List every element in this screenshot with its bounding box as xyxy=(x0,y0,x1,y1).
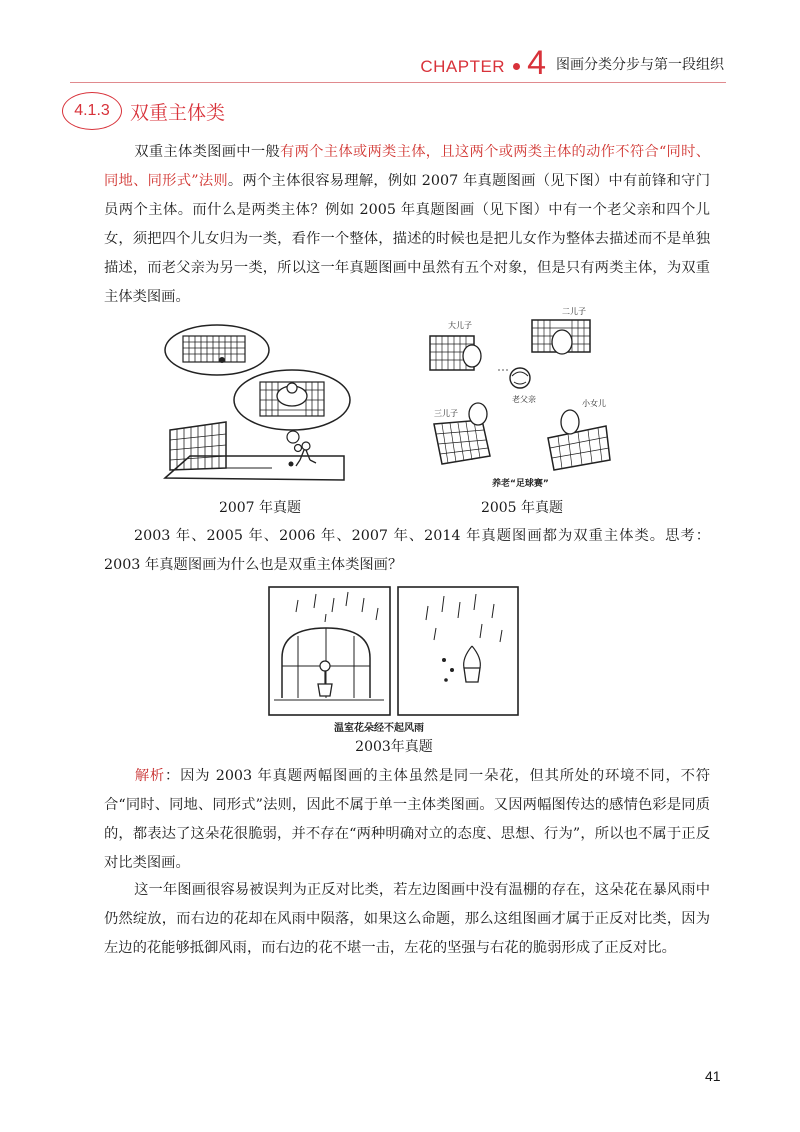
examples-paragraph xyxy=(104,522,710,580)
label-father: 老父亲 xyxy=(512,395,536,404)
figure-2003-caption: 2003年真题 xyxy=(355,739,433,755)
header-divider xyxy=(70,82,726,83)
label-daughter: 小女儿 xyxy=(582,399,606,408)
intro-paragraph xyxy=(104,138,710,312)
intro-highlight: 有两个主体或两类主体，且这两个或两类主体的动作不符合“同时、同地、同形式”法则 xyxy=(104,144,711,189)
chapter-header xyxy=(420,46,724,80)
examples-text: 2003 年、2005 年、2006 年、2007 年、2014 年真题图画都为双重主体类。思考：2003 年真题图画为什么也是双重主体类图画？ xyxy=(104,528,710,573)
chapter-number: 4 xyxy=(527,44,546,82)
figure-2003-drawing xyxy=(268,586,520,738)
figure-2005-caption: 2005 年真题 xyxy=(480,500,564,516)
figure-2007 xyxy=(160,320,360,490)
section-number: 4.1.3 xyxy=(74,102,110,119)
conclusion-paragraph xyxy=(104,876,710,963)
chapter-word: CHAPTER xyxy=(420,57,506,76)
conclusion-text: 这一年图画很容易被误判为正反对比类，若左边图画中没有温棚的存在，这朵花在暴风雨中仍然绽放，而右边的花却在风雨中陨落，如果这么命题，那么这组图画才属于正反对比类，因为左边的花能够抵御风雨，而右边的花不堪一击，左花的坚强与右花的脆弱形成了正反对比。 xyxy=(104,882,710,956)
figure-2007-caption: 2007 年真题 xyxy=(218,500,302,516)
figure-2003 xyxy=(268,586,520,738)
figure-2005 xyxy=(420,306,630,490)
section-number-badge xyxy=(62,92,122,130)
section-heading xyxy=(62,92,225,130)
label-second-son: 二儿子 xyxy=(562,307,586,316)
figure-2007-drawing xyxy=(160,320,360,490)
label-third-son: 三儿子 xyxy=(434,409,458,418)
page-number: 41 xyxy=(705,1068,721,1084)
intro-text-b: 。两个主体很容易理解，例如 2007 年真题图画（见下图）中有前锋和守门员两个主体。而什么是两类主体？例如 2005 年真题图画（见下图）中有一个老父亲和四个儿女，须把四个儿女归为一类，看作一个整体，描述的时候也是把儿女作为整体去描述而不是单独描述，而老父亲为另一类，所以这一年真题图画中虽然有五个对象，但是只有两类主体，为双重主体类图画。 xyxy=(104,173,710,305)
analysis-label: 解析 xyxy=(134,768,166,784)
figure-2005-subtitle: 养老“足球赛” xyxy=(492,479,549,489)
figure-2005-drawing xyxy=(420,306,630,490)
label-eldest-son: 大儿子 xyxy=(448,321,472,330)
chapter-dot xyxy=(513,63,520,70)
chapter-title: 图画分类分步与第一段组织 xyxy=(556,57,724,73)
analysis-text: ：因为 2003 年真题两幅图画的主体虽然是同一朵花，但其所处的环境不同，不符合“同时、同地、同形式”法则，因此不属于单一主体类图画。又因两幅图传达的感情色彩是同质的，都表达了这朵花很脆弱，并不存在“两种明确对立的态度、思想、行为”，所以也不属于正反对比类图画。 xyxy=(104,768,710,871)
intro-text-a: 双重主体类图画中一般 xyxy=(134,144,281,160)
analysis-paragraph xyxy=(104,762,710,878)
figure-2003-inner-caption: 温室花朵经不起风雨 xyxy=(334,723,424,734)
section-title: 双重主体类 xyxy=(130,101,226,124)
